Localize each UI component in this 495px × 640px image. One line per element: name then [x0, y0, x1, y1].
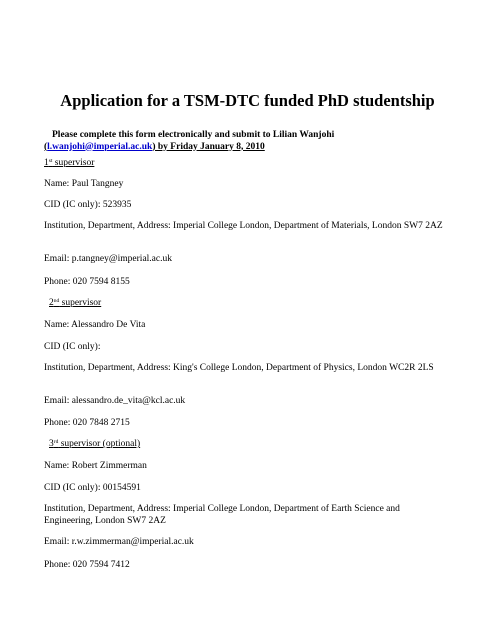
heading-text: supervisor: [59, 298, 102, 308]
heading-text: supervisor: [52, 158, 95, 168]
supervisor-1-heading: [44, 158, 444, 170]
supervisor-1-name: Name: Paul Tangney: [44, 179, 124, 189]
supervisor-2-institution: Institution, Department, Address: King's College London, Department of Physics, London WC2R 2LS: [44, 363, 434, 373]
open-paren: (: [44, 141, 48, 152]
supervisor-2-phone: Phone: 020 7848 2715: [44, 418, 130, 428]
ordinal-number: 3: [49, 439, 54, 449]
ordinal-suffix: st: [48, 158, 53, 164]
supervisor-2-email: Email: alessandro.de_vita@kcl.ac.uk: [44, 396, 186, 406]
ordinal-suffix: nd: [53, 298, 60, 304]
supervisor-1-phone: Phone: 020 7594 8155: [44, 277, 130, 287]
supervisor-3-phone: Phone: 020 7594 7412: [44, 560, 130, 570]
supervisor-3-institution: Institution, Department, Address: Imperial College London, Department of Earth Science and Engineering, London SW7 2AZ: [44, 504, 400, 526]
ordinal-number: 1: [44, 158, 49, 168]
instructions-line: Please complete this form electronically and submit to Lilian Wanjohi: [52, 130, 335, 140]
supervisor-3-name: Name: Robert Zimmerman: [44, 461, 147, 471]
page-title: Application for a TSM-DTC funded PhD studentship: [60, 91, 435, 110]
close-paren: ): [152, 141, 156, 152]
supervisor-3-cid: CID (IC only): 00154591: [44, 483, 141, 493]
supervisor-1-cid: CID (IC only): 523935: [44, 200, 132, 210]
ordinal-suffix: rd: [53, 439, 59, 445]
heading-text: supervisor (optional): [58, 439, 141, 449]
submission-instructions: [44, 130, 444, 153]
supervisor-3-email: Email: r.w.zimmerman@imperial.ac.uk: [44, 537, 194, 547]
ordinal-number: 2: [49, 298, 54, 308]
supervisor-1-institution: Institution, Department, Address: Imperial College London, Department of Materials, London SW7 2AZ: [44, 221, 443, 231]
deadline-text: by Friday January 8, 2010: [155, 141, 265, 152]
supervisor-3-heading: [49, 439, 449, 451]
supervisor-1-email: Email: p.tangney@imperial.ac.uk: [44, 254, 172, 264]
contact-email-link[interactable]: l.wanjohi@imperial.ac.uk: [47, 141, 153, 152]
supervisor-2-cid: CID (IC only):: [44, 342, 101, 352]
supervisor-2-heading: [49, 298, 449, 310]
supervisor-2-name: Name: Alessandro De Vita: [44, 320, 146, 330]
